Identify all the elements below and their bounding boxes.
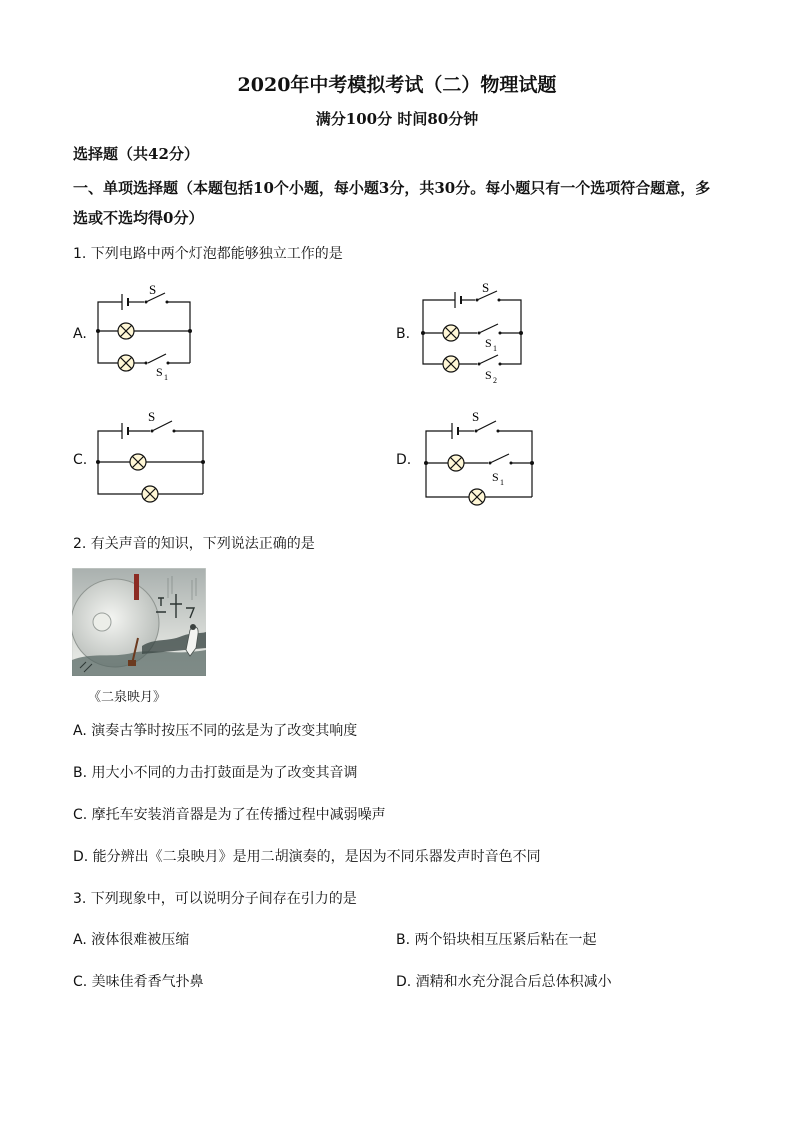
circuit-b-diagram (415, 281, 530, 391)
question-1-stem: 1. 下列电路中两个灯泡都能够独立工作的是 (73, 246, 343, 262)
q3-option-a: A. 液体很难被压缩 (73, 932, 190, 948)
switch-s2-subscript: 2 (493, 376, 497, 385)
lamp-icon (118, 323, 134, 371)
switch-s1-label: S (156, 365, 163, 379)
circuit-c-label: C. (73, 452, 88, 468)
switch-s1-subscript: 1 (500, 478, 504, 487)
part-one-instructions: 一、单项选择题（本题包括10个小题，每小题3分，共30分。每小题只有一个选项符合题意，多选或不选均得0分） (73, 179, 711, 227)
circuit-c-diagram (90, 405, 215, 505)
image-caption: 《二泉映月》 (88, 690, 167, 705)
question-3-stem: 3. 下列现象中，可以说明分子间存在引力的是 (73, 891, 357, 907)
section-heading: 选择题（共42分） (73, 145, 199, 163)
q3-option-c: C. 美味佳肴香气扑鼻 (73, 974, 204, 990)
q3-option-d: D. 酒精和水充分混合后总体积减小 (396, 974, 612, 990)
circuit-a-diagram (90, 283, 200, 383)
switch-s1-label: S (492, 470, 499, 484)
switch-s1-label: S (485, 336, 492, 350)
q2-option-c: C. 摩托车安装消音器是为了在传播过程中减弱噪声 (73, 807, 386, 823)
page-title: 2020年中考模拟考试（二）物理试题 (237, 74, 557, 96)
circuit-a-label: A. (73, 326, 87, 342)
switch-s2-label: S (485, 368, 492, 382)
switch-s1-subscript: 1 (164, 373, 168, 382)
circuit-b-label: B. (396, 326, 411, 342)
switch-s-label: S (482, 281, 490, 295)
switch-s-label: S (149, 283, 157, 297)
circuit-d-label: D. (396, 452, 412, 468)
switch-s1-subscript: 1 (493, 344, 497, 353)
switch-s-label: S (472, 409, 480, 424)
exam-info: 满分100分 时间80分钟 (315, 110, 479, 128)
switch-s-label: S (148, 409, 156, 424)
q2-option-b: B. 用大小不同的力击打鼓面是为了改变其音调 (73, 765, 358, 781)
lamp-icon (443, 325, 459, 372)
q2-option-d: D. 能分辨出《二泉映月》是用二胡演奏的，是因为不同乐器发声时音色不同 (73, 849, 541, 865)
q2-option-a: A. 演奏古筝时按压不同的弦是为了改变其响度 (73, 723, 358, 739)
circuit-d-diagram (418, 405, 543, 515)
erquan-yingyue-illustration (72, 568, 206, 676)
lamp-icon (130, 454, 158, 502)
q3-option-b: B. 两个铅块相互压紧后粘在一起 (396, 932, 597, 948)
question-2-stem: 2. 有关声音的知识，下列说法正确的是 (73, 536, 315, 552)
